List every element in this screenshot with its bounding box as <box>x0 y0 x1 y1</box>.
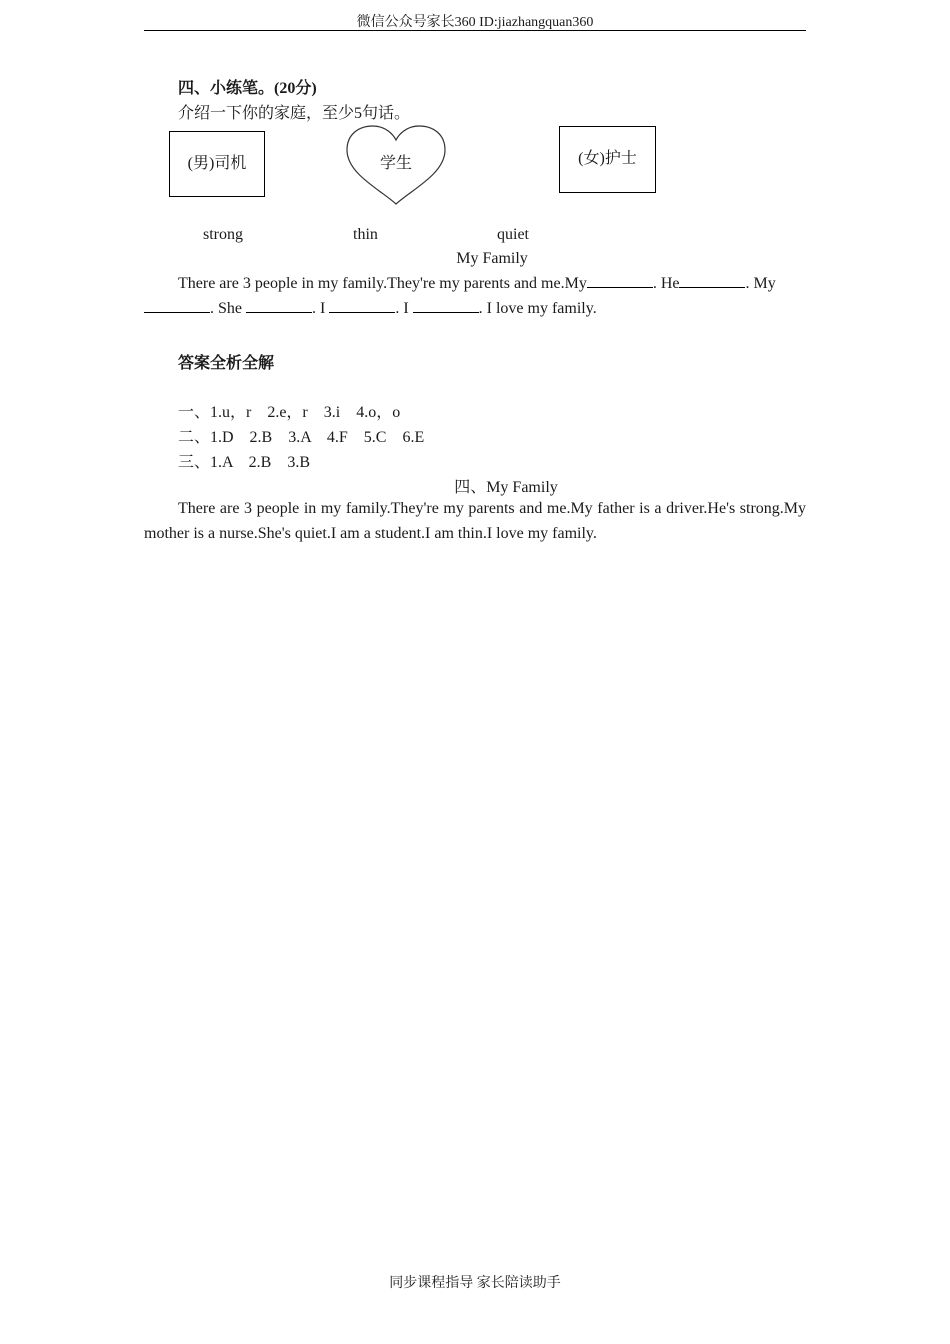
nurse-label: (女)护士 <box>578 150 637 167</box>
template-text: There are 3 people in my family.They're my parents and me.My <box>178 275 587 292</box>
template-text: . My <box>745 275 776 292</box>
answer-blank[interactable] <box>246 300 312 313</box>
answer-blank[interactable] <box>329 300 395 313</box>
driver-label: (男)司机 <box>187 155 247 172</box>
header-divider <box>144 30 806 31</box>
template-text: . He <box>652 275 680 292</box>
answer-blank[interactable] <box>587 275 653 288</box>
answer-essay-text: There are 3 people in my family.They're my parents and me.My father is a driver.He's strong.My mother is a nurse.She's quiet.I am a student.I am thin.I love my family. <box>144 500 806 542</box>
word-thin: thin <box>353 226 378 243</box>
word-strong: strong <box>203 226 243 243</box>
answer-line-1: 一、1.u，r 2.e，r 3.i 4.o，o <box>178 404 401 421</box>
section-4-title: 四、小练笔。(20分) <box>178 80 317 97</box>
answers-title: 答案全析全解 <box>178 355 275 372</box>
template-text: . I <box>312 300 326 317</box>
template-text: . I <box>395 300 409 317</box>
template-line-1 <box>178 275 806 293</box>
essay-title: My Family <box>456 250 528 267</box>
answer-line-3: 三、1.A 2.B 3.B <box>178 454 311 471</box>
page-footer: 同步课程指导 家长陪读助手 <box>389 1276 561 1291</box>
heart-shape <box>343 124 449 208</box>
template-line-2 <box>144 300 597 318</box>
answer-essay-heading: 四、My Family <box>454 479 558 496</box>
section-4-instruction: 介绍一下你的家庭，至少5句话。 <box>178 105 411 122</box>
answer-blank[interactable] <box>413 300 479 313</box>
word-quiet: quiet <box>497 226 529 243</box>
nurse-box <box>559 126 656 193</box>
answer-blank[interactable] <box>144 300 210 313</box>
student-label: 学生 <box>379 155 412 172</box>
answer-blank[interactable] <box>679 275 745 288</box>
template-text: . I love my family. <box>478 300 597 317</box>
page-header: 微信公众号家长360 ID:jiazhangquan360 <box>356 15 594 30</box>
answer-line-2: 二、1.D 2.B 3.A 4.F 5.C 6.E <box>178 429 425 446</box>
driver-box <box>169 131 265 197</box>
template-text: . She <box>210 300 242 317</box>
